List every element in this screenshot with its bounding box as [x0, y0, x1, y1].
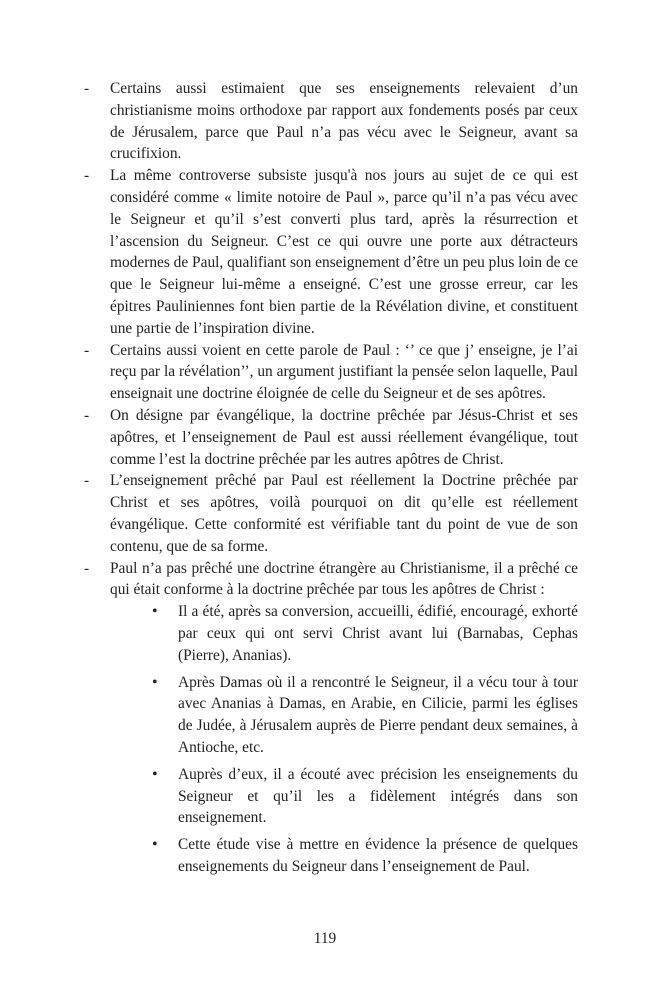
bullet-item: [152, 834, 578, 878]
dash-marker: -: [84, 406, 90, 424]
paragraph-text: Paul n’a pas prêché une doctrine étrangère au Christianisme, il a prêché ce qui était conforme à la doctrine prêchée par tous les apôtres de Christ :: [110, 559, 578, 599]
bullet-list: [84, 601, 578, 878]
dash-paragraph: [84, 405, 578, 470]
paragraph-text: La même controverse subsiste jusqu'à nos jours au sujet de ce qui est considéré comme « limite notoire de Paul », parce qu’il n’a pas vécu avec le Seigneur et qu’il s’est converti plus tard, après la résurrection et l’ascension du Seigneur. C’est ce qui ouvre une porte aux détracteurs modernes de Paul, qualifiant son enseignement d’être un peu plus loin de ce que le Seigneur lui-même a enseigné. C’est une grosse erreur, car les épitres Pauliniennes font bien partie de la Révélation divine, et constituent une partie de l’inspiration divine.: [110, 167, 579, 337]
page-body: [84, 78, 578, 883]
bullet-text: Auprès d’eux, il a écouté avec précision les enseignements du Seigneur et qu’il les a fidèlement intégrés dans son enseignement.: [178, 765, 578, 827]
bullet-item: [152, 764, 578, 829]
bullet-item: [152, 672, 578, 759]
dash-paragraph: [84, 165, 578, 339]
dash-marker: -: [84, 341, 90, 359]
dash-marker: -: [84, 472, 90, 490]
paragraph-text: On désigne par évangélique, la doctrine prêchée par Jésus-Christ et ses apôtres, et l’enseignement de Paul est aussi réellement évangélique, tout comme l’est la doctrine prêchée par les autres apôtres de Christ.: [110, 406, 578, 468]
dash-marker: -: [84, 559, 90, 577]
dash-paragraph: [84, 558, 578, 602]
dash-marker: -: [84, 167, 90, 185]
bullet-text: Après Damas où il a rencontré le Seigneur, il a vécu tour à tour avec Ananias à Damas, en Arabie, en Cilicie, parmi les églises de Judée, à Jérusalem auprès de Pierre pendant deux semaines, à Antioche, etc.: [178, 673, 578, 756]
bullet-text: Il a été, après sa conversion, accueilli, édifié, encouragé, exhorté par ceux qui ont servi Christ avant lui (Barnabas, Cephas (Pierre), Ananias).: [178, 603, 578, 664]
paragraph-text: Certains aussi estimaient que ses enseignements relevaient d’un christianisme moins orthodoxe par rapport aux fondements posés par ceux de Jérusalem, parce que Paul n’a pas vécu avec le Seigneur, avant sa crucifixion.: [110, 80, 578, 163]
bullet-marker: •: [152, 603, 158, 621]
dash-paragraph: [84, 340, 578, 405]
bullet-marker: •: [152, 836, 158, 854]
dash-paragraph: [84, 470, 578, 557]
paragraph-text: Certains aussi voient en cette parole de Paul : ‘’ ce que j’ enseigne, je l’ai reçu par la révélation’’, un argument justifiant la pensée selon laquelle, Paul enseignait une doctrine éloignée de celle du Seigneur et de ses apôtres.: [110, 341, 578, 403]
dash-marker: -: [84, 80, 90, 97]
page-number: 119: [313, 930, 337, 947]
bullet-item: [152, 601, 578, 666]
dash-paragraph: [84, 78, 578, 165]
bullet-marker: •: [152, 765, 158, 783]
bullet-text: Cette étude vise à mettre en évidence la présence de quelques enseignements du Seigneur dans l’enseignement de Paul.: [178, 836, 578, 875]
paragraph-text: L’enseignement prêché par Paul est réellement la Doctrine prêchée par Christ et ses apôtres, voilà pourquoi on dit qu’elle est réellement évangélique. Cette conformité est vérifiable tant du point de vue de son contenu, que de sa forme.: [110, 472, 578, 555]
bullet-marker: •: [152, 673, 158, 691]
